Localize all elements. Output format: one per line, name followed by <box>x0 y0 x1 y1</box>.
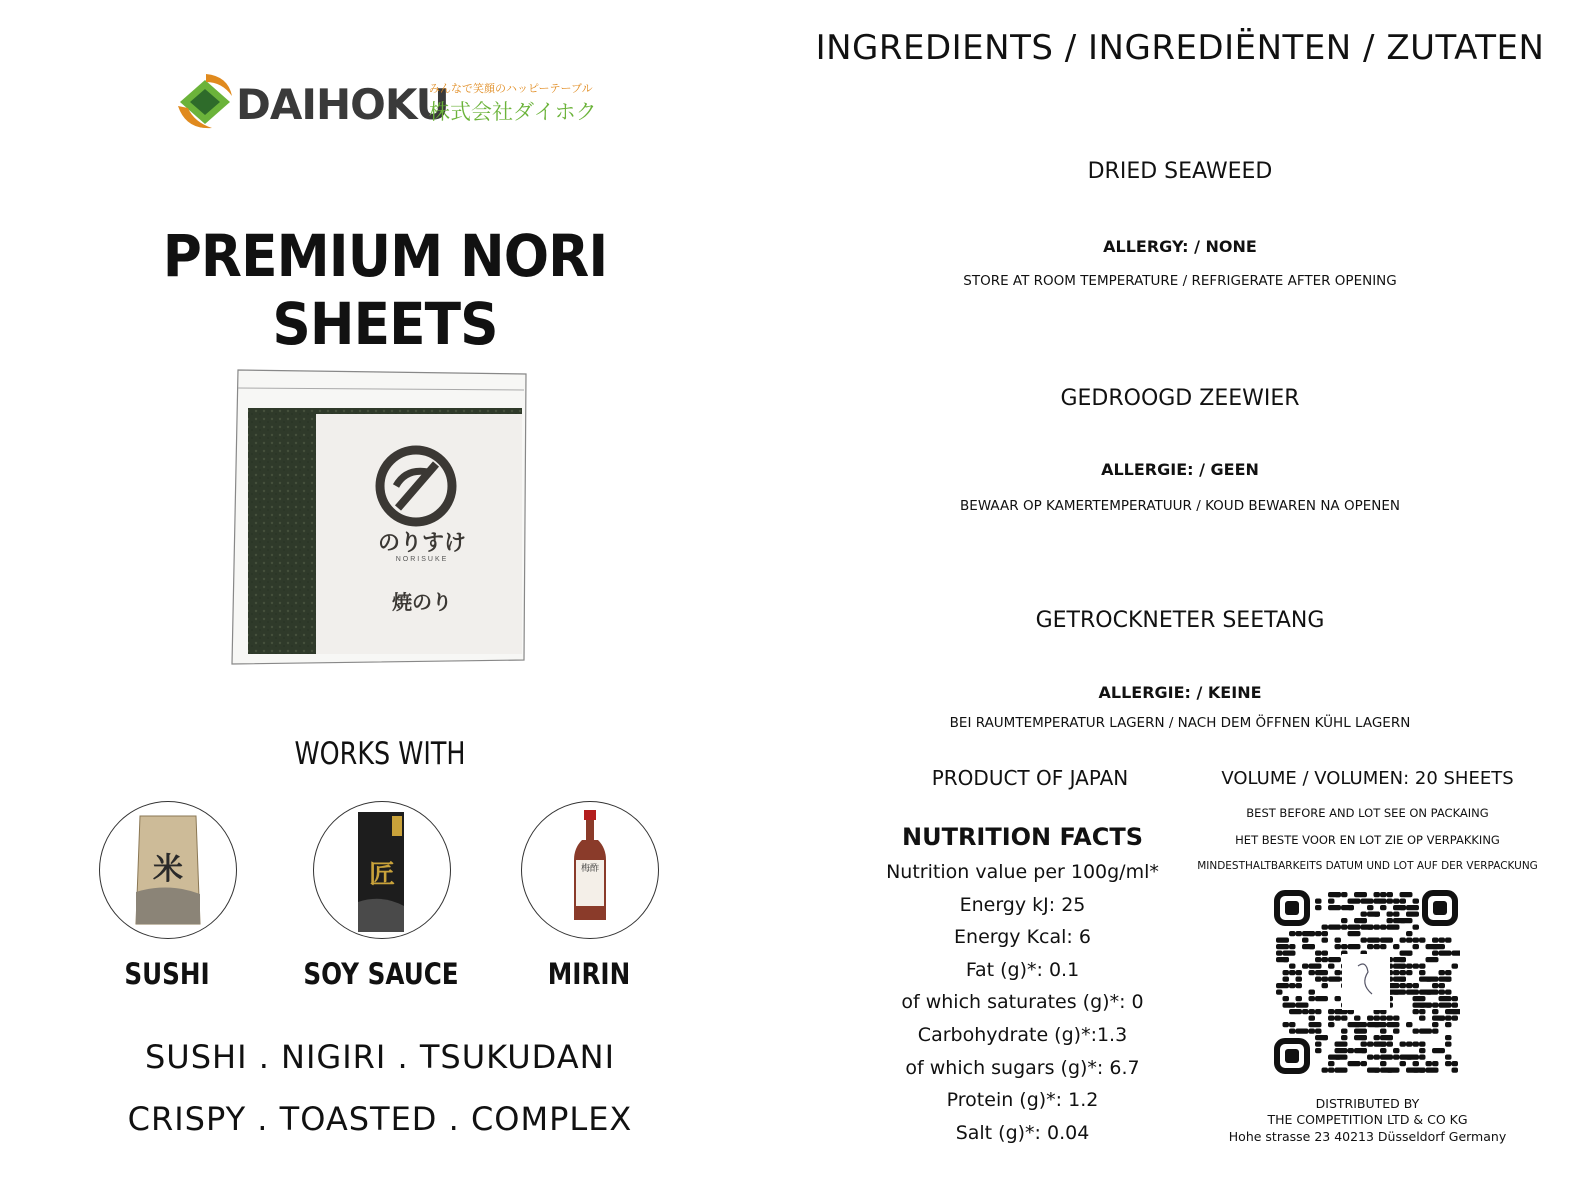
qr-module <box>1374 912 1381 917</box>
qr-module <box>1296 983 1303 988</box>
works-with-soy-sauce-label: SOY SAUCE <box>303 957 459 991</box>
qr-module <box>1302 1009 1309 1014</box>
qr-module <box>1413 1029 1420 1034</box>
brand-name: DAIHOKU <box>236 80 449 129</box>
qr-module <box>1335 1068 1348 1073</box>
qr-module <box>1387 925 1400 930</box>
qr-module <box>1322 957 1329 962</box>
qr-module <box>1283 970 1290 975</box>
qr-module <box>1439 990 1446 995</box>
qr-module <box>1361 918 1368 923</box>
distributor-line1: DISTRIBUTED BY <box>1315 1096 1420 1111</box>
qr-module <box>1439 1016 1446 1021</box>
qr-module <box>1445 990 1452 995</box>
qr-module <box>1380 938 1393 943</box>
qr-module <box>1283 1022 1290 1027</box>
qr-module <box>1432 983 1439 988</box>
qr-module <box>1348 925 1361 930</box>
brand-logo <box>176 70 596 136</box>
qr-module <box>1335 892 1342 897</box>
qr-module <box>1322 977 1329 982</box>
qr-module <box>1374 1068 1381 1073</box>
qr-module <box>1374 1055 1381 1060</box>
qr-module <box>1328 964 1335 969</box>
qr-module <box>1328 1061 1335 1066</box>
qr-module <box>1328 925 1341 930</box>
qr-module <box>1289 944 1296 949</box>
qr-module <box>1328 977 1341 982</box>
qr-module <box>1289 970 1296 975</box>
qr-module <box>1289 1022 1296 1027</box>
qr-code-icon <box>1272 888 1460 1076</box>
qr-module <box>1406 905 1419 910</box>
qr-module <box>1328 957 1341 962</box>
nutrition-row: Nutrition value per 100g/ml* <box>886 861 1159 883</box>
qr-module <box>1380 892 1387 897</box>
qr-module <box>1289 1029 1296 1034</box>
qr-module <box>1426 977 1439 982</box>
qr-module <box>1452 1068 1459 1073</box>
qr-module <box>1439 970 1446 975</box>
qr-module <box>1276 938 1289 943</box>
qr-module <box>1289 1009 1302 1014</box>
qr-module <box>1426 957 1439 962</box>
works-with-heading: WORKS WITH <box>294 736 466 772</box>
qr-module <box>1374 1022 1387 1027</box>
nutrition-row: of which sugars (g)*: 6.7 <box>905 1056 1140 1079</box>
qr-module <box>1315 977 1322 982</box>
qr-module <box>1354 892 1367 897</box>
nutrition-row: Salt (g)*: 0.04 <box>955 1121 1090 1144</box>
qr-module <box>1296 931 1303 936</box>
nutrition-row: Protein (g)*: 1.2 <box>946 1089 1099 1112</box>
qr-module <box>1400 1042 1407 1047</box>
qr-module <box>1328 1016 1335 1021</box>
qr-module <box>1341 892 1348 897</box>
qr-module <box>1452 964 1459 969</box>
qr-module <box>1380 1029 1387 1034</box>
qr-module <box>1322 925 1329 930</box>
qr-module <box>1426 1061 1433 1066</box>
qr-module <box>1341 918 1348 923</box>
qr-module <box>1296 970 1303 975</box>
qr-module <box>1406 990 1419 995</box>
nutrition-row: Fat (g)*: 0.1 <box>965 958 1080 981</box>
nutrition-row: of which saturates (g)*: 0 <box>901 991 1144 1014</box>
works-with-soy-sauce-image <box>313 801 451 939</box>
qr-module <box>1283 957 1290 962</box>
product-title: PREMIUM NORI SHEETS <box>162 222 608 358</box>
qr-code[interactable] <box>1272 888 1460 1076</box>
qr-module <box>1348 899 1361 904</box>
qr-module <box>1276 944 1289 949</box>
qr-module <box>1406 951 1413 956</box>
qr-module <box>1315 1009 1322 1014</box>
qr-module <box>1380 1055 1393 1060</box>
qr-module <box>1387 918 1394 923</box>
qr-module <box>1413 1042 1420 1047</box>
qr-module <box>1400 918 1413 923</box>
qr-module <box>1328 1068 1335 1073</box>
qr-module <box>1445 1061 1452 1066</box>
qr-module <box>1426 1003 1433 1008</box>
qr-module <box>1322 951 1329 956</box>
qr-module <box>1302 964 1309 969</box>
qr-module <box>1367 944 1374 949</box>
qr-module <box>1335 970 1342 975</box>
qr-module <box>1335 1042 1348 1047</box>
qr-module <box>1419 1009 1426 1014</box>
qr-module <box>1445 938 1452 943</box>
qr-module <box>1393 990 1406 995</box>
qr-module <box>1289 964 1296 969</box>
qr-module <box>1439 951 1452 956</box>
qr-module <box>1393 912 1400 917</box>
qr-module <box>1387 1035 1394 1040</box>
qr-module <box>1328 1009 1335 1014</box>
qr-module <box>1413 1009 1420 1014</box>
qr-module <box>1374 925 1381 930</box>
qr-module <box>1309 1029 1316 1034</box>
storage-nl: BEWAAR OP KAMERTEMPERATUUR / KOUD BEWAREN NA OPENEN <box>960 498 1400 514</box>
qr-module <box>1445 977 1452 982</box>
qr-module <box>1413 983 1420 988</box>
qr-module <box>1413 1061 1420 1066</box>
qr-module <box>1309 1016 1316 1021</box>
qr-module <box>1374 1016 1381 1021</box>
qr-module <box>1387 1022 1400 1027</box>
qr-module <box>1406 1055 1419 1060</box>
lot-line-nl: HET BESTE VOOR EN LOT ZIE OP VERPAKKING <box>1235 833 1500 847</box>
qr-module <box>1380 944 1387 949</box>
qr-module <box>1309 990 1316 995</box>
qr-module <box>1309 964 1322 969</box>
qr-module <box>1445 1022 1452 1027</box>
lot-line-en: BEST BEFORE AND LOT SEE ON PACKAING <box>1246 806 1489 820</box>
qr-module <box>1413 944 1420 949</box>
qr-module <box>1374 1035 1381 1040</box>
qr-module <box>1302 938 1309 943</box>
qr-module <box>1283 977 1290 982</box>
qr-module <box>1361 1048 1368 1053</box>
qr-module <box>1309 1022 1322 1027</box>
qr-module <box>1322 983 1329 988</box>
qr-module <box>1445 1035 1452 1040</box>
qr-module <box>1283 951 1296 956</box>
nutrition-row: Carbohydrate (g)*:1.3 <box>917 1023 1128 1046</box>
qr-module <box>1426 1068 1439 1073</box>
qr-module <box>1419 1055 1426 1060</box>
qr-module <box>1315 931 1322 936</box>
qr-module <box>1328 899 1335 904</box>
nori-package-icon <box>230 368 530 666</box>
qr-module <box>1387 1042 1394 1047</box>
nutrition-row: Energy kJ: 25 <box>959 893 1086 916</box>
qr-module <box>1406 983 1413 988</box>
qr-module <box>1445 970 1452 975</box>
qr-module <box>1322 1068 1329 1073</box>
qr-module <box>1367 925 1374 930</box>
qr-module <box>1335 996 1342 1001</box>
qr-module <box>1380 1042 1387 1047</box>
qr-module <box>1361 1042 1368 1047</box>
qr-module <box>1445 1055 1452 1060</box>
qr-module <box>1400 964 1407 969</box>
qr-module <box>1335 1048 1348 1053</box>
qr-module <box>1419 1068 1426 1073</box>
qr-module <box>1387 892 1394 897</box>
works-with-mirin-image <box>521 801 659 939</box>
allergy-de: ALLERGIE: / KEINE <box>1098 683 1262 702</box>
qr-module <box>1452 951 1461 956</box>
qr-module <box>1315 1042 1322 1047</box>
qr-module <box>1296 1029 1309 1034</box>
works-with-sushi-image <box>99 801 237 939</box>
works-with-mirin-label: MIRIN <box>547 957 631 991</box>
qr-module <box>1393 1016 1400 1021</box>
qr-module <box>1283 996 1290 1001</box>
qr-module <box>1354 1022 1367 1027</box>
qr-module <box>1419 970 1426 975</box>
package-brand-romaji: NORISUKE <box>395 556 449 563</box>
qr-module <box>1413 996 1426 1001</box>
qr-module <box>1432 1048 1445 1053</box>
mirin-bottle-text: 梅酢 <box>580 864 599 874</box>
qr-module <box>1315 905 1322 910</box>
qr-module <box>1341 1016 1348 1021</box>
qr-module <box>1315 957 1322 962</box>
qr-module <box>1432 1003 1439 1008</box>
nutrition-row: Energy Kcal: 6 <box>954 926 1091 949</box>
daihoku-logo-mark-icon <box>176 72 234 134</box>
qr-module <box>1406 1042 1413 1047</box>
qr-module <box>1400 970 1407 975</box>
qr-module <box>1309 944 1316 949</box>
qr-module <box>1393 1029 1400 1034</box>
qr-module <box>1406 912 1419 917</box>
qr-module <box>1348 944 1361 949</box>
qr-module <box>1367 1055 1374 1060</box>
qr-module <box>1309 931 1316 936</box>
qr-module <box>1380 905 1387 910</box>
qr-module <box>1361 912 1368 917</box>
qr-module <box>1315 996 1328 1001</box>
qr-module <box>1400 977 1407 982</box>
qr-module <box>1348 1061 1361 1066</box>
qr-module <box>1361 899 1374 904</box>
qr-module <box>1296 996 1303 1001</box>
qr-module <box>1361 1035 1368 1040</box>
qr-module <box>1439 1003 1452 1008</box>
rice-bag-text: 米 <box>153 852 183 887</box>
qr-module <box>1341 944 1348 949</box>
qr-module <box>1452 1061 1459 1066</box>
qr-module <box>1419 1042 1426 1047</box>
qr-module <box>1315 1048 1322 1053</box>
qr-module <box>1322 931 1329 936</box>
qr-module <box>1387 1068 1400 1073</box>
qr-module <box>1406 938 1413 943</box>
qr-module <box>1413 964 1420 969</box>
distributor-name: THE COMPETITION LTD & CO KG <box>1267 1112 1468 1127</box>
qr-module <box>1348 905 1355 910</box>
ingredients-header: INGREDIENTS / INGREDIËNTEN / ZUTATEN <box>815 28 1545 68</box>
qr-module <box>1322 938 1329 943</box>
qr-module <box>1426 990 1439 995</box>
storage-de: BEI RAUMTEMPERATUR LAGERN / NACH DEM ÖFFNEN KÜHL LAGERN <box>949 715 1411 731</box>
qr-module <box>1289 983 1296 988</box>
qr-module <box>1393 899 1400 904</box>
qr-module <box>1341 925 1348 930</box>
qr-module <box>1393 944 1400 949</box>
qr-module <box>1439 996 1452 1001</box>
brand-company-jp: 株式会社ダイホク <box>429 100 597 124</box>
qr-module <box>1432 951 1439 956</box>
qr-module <box>1400 957 1407 962</box>
qr-module <box>1283 1003 1296 1008</box>
qr-module <box>1393 970 1400 975</box>
qr-module <box>1341 1029 1348 1034</box>
qr-module <box>1335 1055 1348 1060</box>
qr-module <box>1367 1016 1374 1021</box>
nutrition-list <box>870 858 1175 1151</box>
qr-module <box>1406 964 1413 969</box>
qr-module <box>1380 1061 1387 1066</box>
qr-module <box>1393 1055 1400 1060</box>
qr-module <box>1335 938 1342 943</box>
qr-module <box>1432 1009 1439 1014</box>
qr-module <box>1419 1016 1426 1021</box>
qr-module <box>1419 1048 1426 1053</box>
qr-module <box>1400 905 1407 910</box>
qr-module <box>1400 1061 1407 1066</box>
qr-module <box>1335 1016 1342 1021</box>
qr-module <box>1348 1048 1355 1053</box>
qr-module <box>1296 977 1303 982</box>
qr-module <box>1387 899 1394 904</box>
qr-module <box>1400 938 1407 943</box>
tagline-dishes: SUSHI . NIGIRI . TSUKUDANI <box>144 1038 616 1076</box>
qr-module <box>1445 1016 1452 1021</box>
qr-module <box>1400 899 1407 904</box>
qr-module <box>1276 983 1289 988</box>
brand-tagline-jp: みんなで笑顔のハッピーテーブル <box>429 82 593 95</box>
qr-module <box>1354 1016 1361 1021</box>
qr-module <box>1439 938 1446 943</box>
qr-module <box>1432 944 1445 949</box>
qr-module <box>1432 1029 1439 1034</box>
qr-module <box>1380 1048 1387 1053</box>
tagline-flavor: CRISPY . TOASTED . COMPLEX <box>127 1100 633 1138</box>
qr-module <box>1400 892 1413 897</box>
qr-module <box>1309 970 1316 975</box>
qr-module <box>1439 983 1446 988</box>
qr-module <box>1315 970 1328 975</box>
lot-line-de: MINDESTHALTBARKEITS DATUM UND LOT AUF DER VERPACKUNG <box>1197 860 1538 872</box>
distributor-address: Hohe strasse 23 40213 Düsseldorf Germany <box>1228 1129 1507 1144</box>
qr-module <box>1322 1035 1329 1040</box>
qr-module <box>1276 990 1283 995</box>
qr-module <box>1393 1048 1400 1053</box>
qr-module <box>1309 1009 1316 1014</box>
product-volume: VOLUME / VOLUMEN: 20 SHEETS <box>1221 768 1514 789</box>
qr-module <box>1328 1022 1335 1027</box>
qr-module <box>1296 1003 1309 1008</box>
qr-module <box>1400 983 1407 988</box>
qr-module <box>1335 944 1342 949</box>
package-brand-jp: のりすけ <box>377 531 466 556</box>
nori-package-image <box>230 368 530 666</box>
ingredient-name-en: DRIED SEAWEED <box>1087 159 1273 184</box>
qr-module <box>1315 899 1322 904</box>
qr-module <box>1367 938 1380 943</box>
ingredient-name-nl: GEDROOGD ZEEWIER <box>1060 386 1300 411</box>
ingredient-name-de: GETROCKNETER SEETANG <box>1035 608 1325 633</box>
qr-module <box>1367 1042 1374 1047</box>
package-label-jp: 焼のり <box>392 590 452 614</box>
qr-module <box>1328 905 1341 910</box>
qr-module <box>1419 1029 1432 1034</box>
qr-module <box>1419 938 1426 943</box>
qr-module <box>1315 1029 1322 1034</box>
qr-module <box>1452 996 1459 1001</box>
qr-module <box>1361 1061 1368 1066</box>
qr-module <box>1348 931 1361 936</box>
qr-module <box>1374 892 1381 897</box>
works-with-sushi-label: SUSHI <box>124 957 210 991</box>
qr-module <box>1380 925 1387 930</box>
qr-module <box>1374 944 1381 949</box>
qr-module <box>1380 1016 1387 1021</box>
qr-module <box>1432 1022 1439 1027</box>
qr-module <box>1406 1022 1413 1027</box>
qr-module <box>1276 951 1283 956</box>
allergy-nl: ALLERGIE: / GEEN <box>1101 460 1259 479</box>
qr-module <box>1367 905 1374 910</box>
soy-sauce-pack-text: 匠 <box>368 860 395 890</box>
qr-module <box>1413 938 1420 943</box>
qr-module <box>1361 938 1368 943</box>
qr-module <box>1413 925 1420 930</box>
product-origin: PRODUCT OF JAPAN <box>931 766 1129 790</box>
qr-module <box>1445 1042 1452 1047</box>
qr-module <box>1452 1009 1461 1014</box>
qr-module <box>1413 899 1420 904</box>
qr-module <box>1432 938 1439 943</box>
qr-module <box>1374 899 1387 904</box>
qr-module <box>1452 1003 1459 1008</box>
qr-module <box>1354 1029 1367 1034</box>
qr-module <box>1315 951 1322 956</box>
qr-module <box>1419 964 1426 969</box>
qr-module <box>1387 912 1394 917</box>
qr-module <box>1387 1016 1394 1021</box>
qr-module <box>1406 931 1413 936</box>
storage-en: STORE AT ROOM TEMPERATURE / REFRIGERATE AFTER OPENING <box>963 273 1397 289</box>
qr-module <box>1289 931 1296 936</box>
qr-module <box>1341 1035 1348 1040</box>
nutrition-title: NUTRITION FACTS <box>902 823 1143 851</box>
allergy-en: ALLERGY: / NONE <box>1103 237 1257 256</box>
qr-module <box>1309 996 1316 1001</box>
qr-module <box>1432 1061 1439 1066</box>
qr-module <box>1406 970 1413 975</box>
qr-module <box>1452 1016 1459 1021</box>
